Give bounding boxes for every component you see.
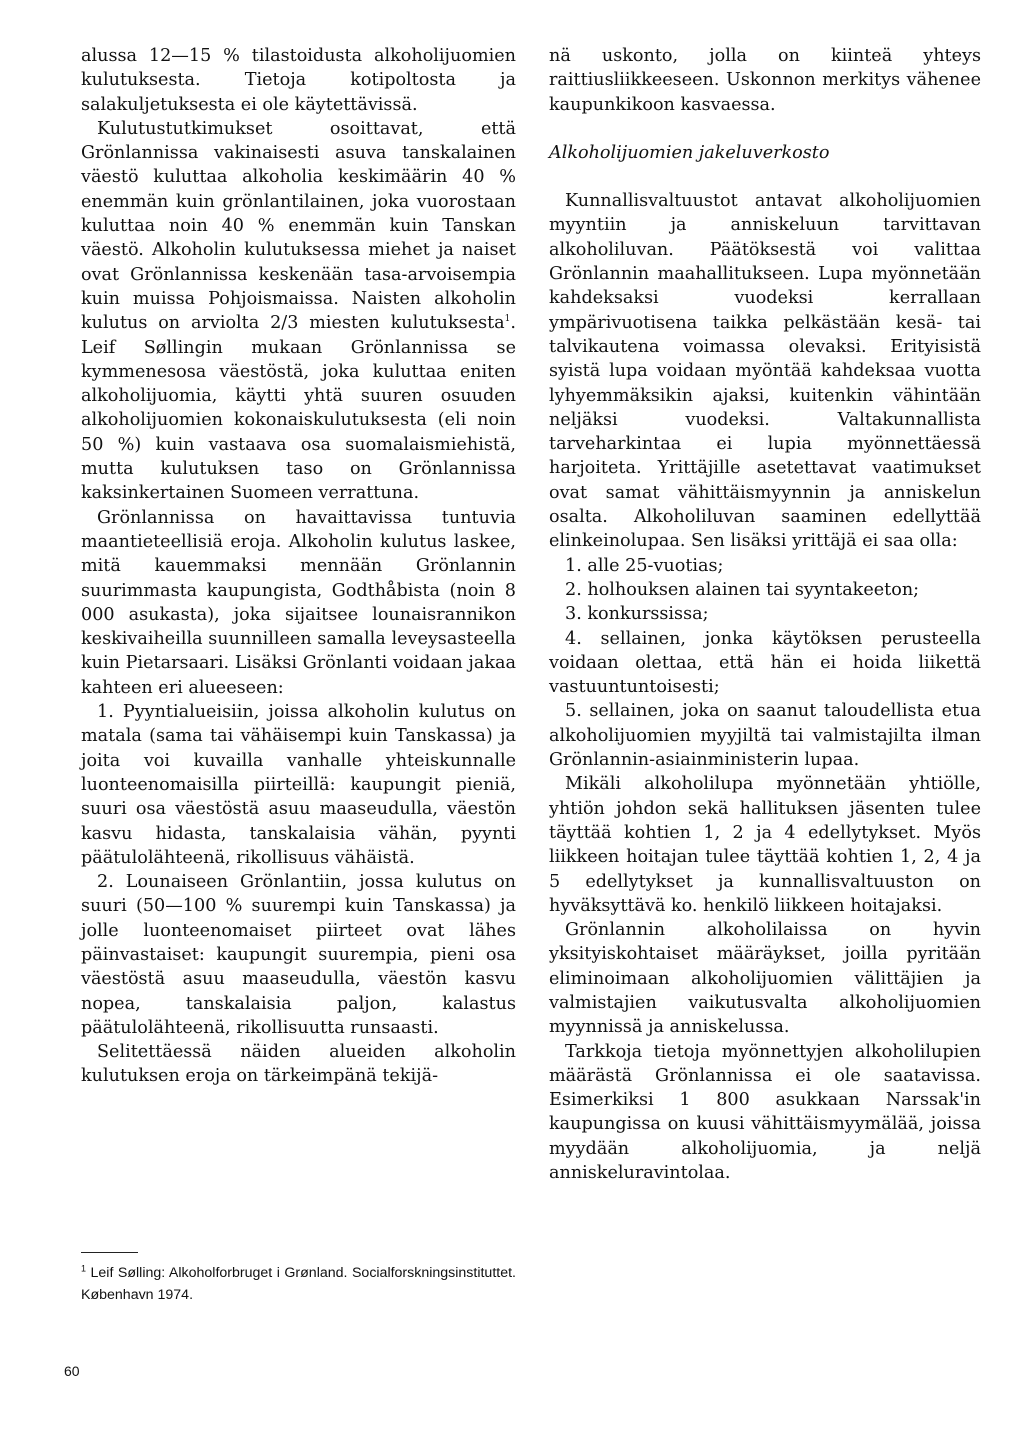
list-item: 4. sellainen, jonka käytöksen perusteella voidaan olettaa, että hän ei hoida liikettä vastuuntuntoisesti; (549, 628, 981, 698)
list-paragraph: 1. Pyyntialueisiin, joissa alkoholin kulutus on matala (sama tai vähäisempi kuin Tanskassa) ja joita voi kuvailla vanhalle yhteiskunnalle luonteenomaisilla piirteillä: kaupungit pieniä, suuri osa väestöstä asuu maaseudulla, väestön kasvu hidasta, tanskalaisia vähän, pyynti päätulolähteenä, rikollisuus vähäistä. (81, 702, 516, 868)
paragraph: Kunnallisvaltuustot antavat alkoholijuomien myyntiin ja anniskeluun tarvittavan alkoholiluvan. Päätöksestä voi valittaa Grönlannin maahallitukseen. Lupa myönnetään kahdeksaksi vuodeksi kerrallaan ympärivuotisena taikka pelkästään kesä- tai talvikautena voimassa olevaksi. Erityisistä syistä lupa voidaan myöntää kahdeksaa vuotta lyhyemmäksikin ajaksi, kuitenkin vähintään neljäksi vuodeksi. Valtakunnallista tarveharkintaa ei lupia myönnettäessä harjoiteta. Yrittäjille asetettavat vaatimukset ovat samat vähittäismyynnin ja anniskelun osalta. Alkoholiluvan saaminen edellyttää elinkeinolupaa. Sen lisäksi yrittäjä ei saa olla: (549, 191, 981, 552)
paragraph: Tarkkoja tietoja myönnettyjen alkoholilupien määrästä Grönlannissa ei ole saatavissa. Esimerkiksi 1 800 asukkaan Narssak'in kaupungissa on kuusi vähittäismyymälää, joissa myydään alkoholijuomia, ja neljä anniskeluravintolaa. (549, 1041, 981, 1184)
paragraph (81, 117, 516, 506)
paragraph: Mikäli alkoholilupa myönnetään yhtiölle, yhtiön johdon sekä hallituksen jäsenten tulee täyttää kohtien 1, 2 ja 4 edellytykset. Myös liikkeen hoitajan tulee täyttää kohtien 1, 2, 4 ja 5 edellytykset ja kunnallisvaltuuston on hyväksyttävä ko. henkilö liikkeen hoitajaksi. (549, 774, 981, 916)
footnote-reference: 1 (504, 314, 511, 325)
footnote-divider (81, 1252, 138, 1253)
footnote (81, 1262, 516, 1306)
list-item: 1. alle 25-vuotias; (565, 555, 724, 576)
paragraph: alussa 12—15 % tilastoidusta alkoholijuomien kulutuksesta. Tietoja kotipoltosta ja salakuljetuksesta ei ole käytettävissä. (81, 46, 516, 115)
paragraph: Grönlannin alkoholilaissa on hyvin yksityiskohtaiset määräykset, joilla pyritään eliminoimaan alkoholijuomien välittäjien ja valmistajien vaikutusvalta alkoholijuomien myynnissä ja anniskelussa. (549, 920, 981, 1038)
paragraph: nä uskonto, jolla on kiinteä yhteys raittiusliikkeeseen. Uskonnon merkitys vähenee kaupunkikoon kasvaessa. (549, 46, 981, 115)
right-column (549, 44, 981, 1185)
list-item: 3. konkurssissa; (565, 604, 709, 625)
footnote-text: Leif Sølling: Alkoholforbruget i Grønland. Socialforskningsinstituttet. København 1974. (81, 1265, 516, 1303)
paragraph-text: . Leif Søllingin mukaan Grönlannissa se kymmenesosa väestöstä, joka kuluttaa eniten alkoholijuomia, käytti yhtä suuren osuuden alkoholijuomien kokonaiskulutuksesta (eli noin 50 %) kuin vastaava osa suomalaismiehistä, mutta kulutuksen taso on Grönlannissa kaksinkertainen Suomeen verrattuna. (81, 313, 516, 504)
section-heading: Alkoholijuomien jakeluverkosto (549, 142, 830, 163)
paragraph-text: Kulutustutkimukset osoittavat, että Grönlannissa vakinaisesti asuva tanskalainen väestö kuluttaa alkoholia keskimäärin 40 % enemmän kuin grönlantilainen, joka vuorostaan kuluttaa noin 40 % enemmän kuin Tanskan väestö. Alkoholin kulutuksessa miehet ja naiset ovat Grönlannissa keskenään tasa-arvoisempia kuin muissa Pohjoismaissa. Naisten alkoholin kulutus on arviolta 2/3 miesten kulutuksesta (81, 118, 516, 334)
page-number: 60 (64, 1363, 80, 1379)
paragraph: Selitettäessä näiden alueiden alkoholin kulutuksen eroja on tärkeimpänä tekijä- (81, 1042, 516, 1087)
list-item: 5. sellainen, joka on saanut taloudellista etua alkoholijuomien myyjiltä tai valmistajilta ilman Grönlannin-asiainministerin lupaa. (549, 701, 981, 771)
paragraph: Grönlannissa on havaittavissa tuntuvia maantieteellisiä eroja. Alkoholin kulutus laskee, mitä kauemmaksi mennään Grönlannin suurimmasta kaupungista, Godthåbista (noin 8 000 asukasta), joka sijaitsee lounaisrannikon keskivaiheilla suunnilleen samalla leveysasteella kuin Pietarsaari. Lisäksi Grönlanti voidaan jakaa kahteen eri alueeseen: (81, 507, 516, 698)
list-paragraph: 2. Lounaiseen Grönlantiin, jossa kulutus on suuri (50—100 % suurempi kuin Tanskassa) ja jolle luonteenomaiset piirteet ovat lähes päinvastaiset: kaupungit suurempia, pieni osa väestöstä asuu maaseudulla, väestön kasvu nopea, tanskalaisia paljon, kalastus päätulolähteenä, rikollisuutta runsaasti. (81, 872, 516, 1038)
list-item: 2. holhouksen alainen tai syyntakeeton; (565, 579, 920, 600)
footnote-marker: 1 (81, 1263, 87, 1274)
left-column (81, 44, 516, 1089)
